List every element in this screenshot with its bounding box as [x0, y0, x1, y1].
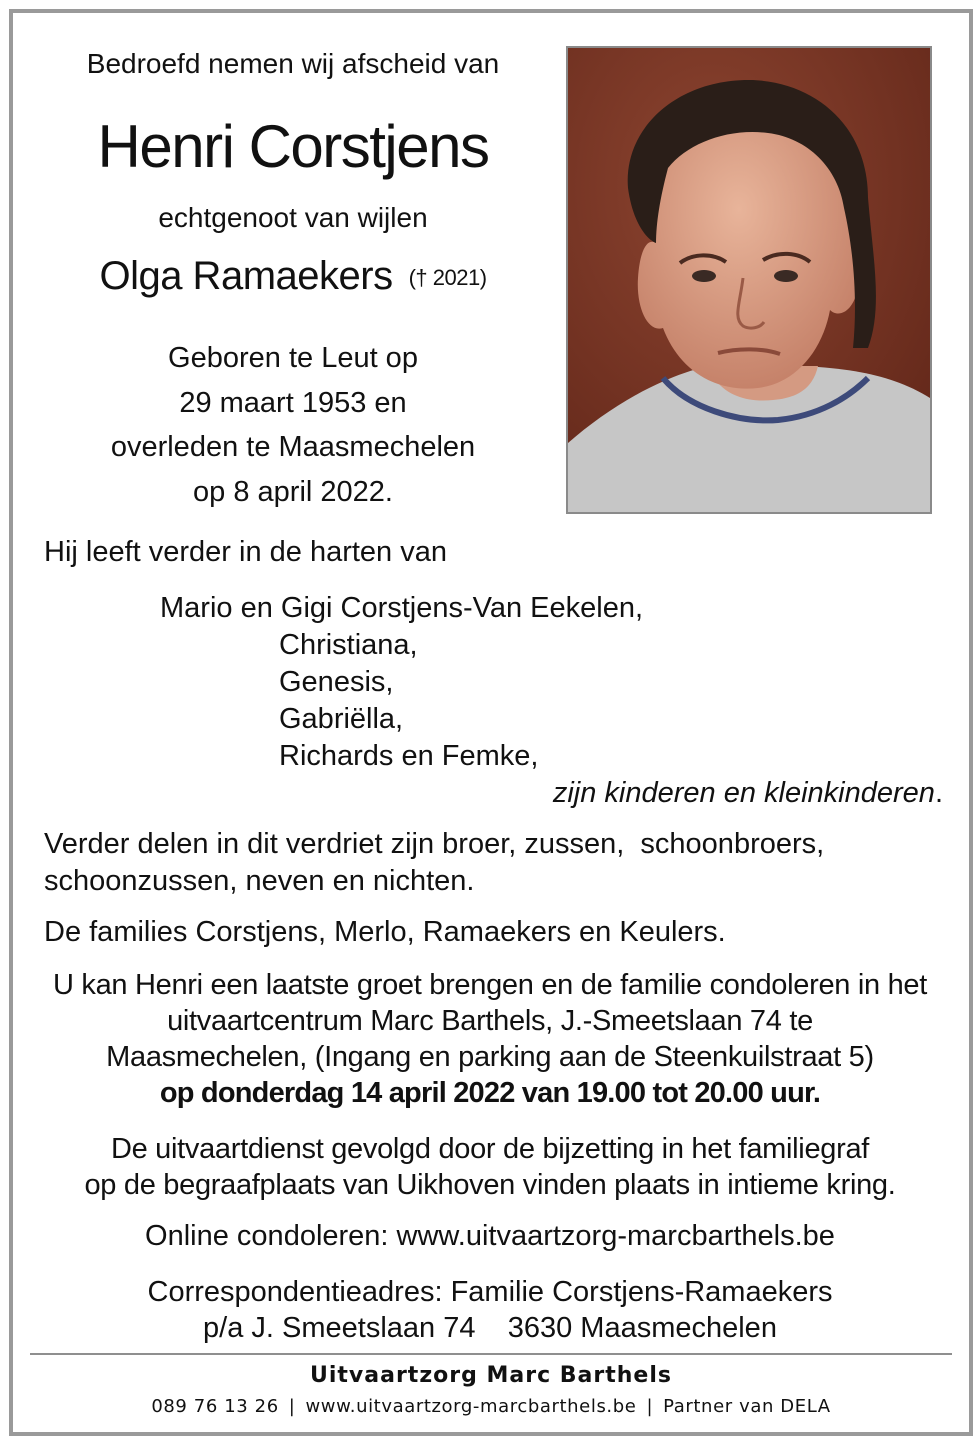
child-line: Mario en Gigi Corstjens-Van Eekelen,: [160, 592, 644, 624]
further-mourners: [44, 826, 937, 900]
correspondence-line-2: p/a J. Smeetslaan 74 3630 Maasmechelen: [203, 1312, 777, 1344]
birth-line-3: overleden te Maasmechelen: [110, 431, 476, 463]
deceased-name: Henri Corstjens: [97, 113, 489, 180]
spouse-line: [40, 254, 546, 299]
further-line-1: Verder delen in dit verdriet zijn broer, zussen, schoonbroers,: [44, 828, 825, 860]
relation-text: zijn kinderen en kleinkinderen: [552, 777, 935, 809]
correspondence-address: [40, 1274, 940, 1346]
further-line-2: schoonzussen, neven en nichten.: [44, 865, 475, 897]
portrait-photo: [566, 46, 932, 514]
footer-partner: Partner van DELA: [663, 1396, 831, 1417]
relation-period: .: [934, 777, 943, 809]
correspondence-line-1: Correspondentieadres: Familie Corstjens-Ramaekers: [147, 1276, 833, 1308]
footer-separator: |: [646, 1396, 654, 1417]
service-line-1: De uitvaartdienst gevolgd door de bijzetting in het familiegraf: [110, 1133, 870, 1165]
visit-datetime: op donderdag 14 april 2022 van 19.00 tot 20.00 uur.: [159, 1077, 821, 1109]
child-line: Genesis,: [279, 666, 394, 698]
visitation-info: [40, 967, 940, 1111]
funeral-home-name: Uitvaartzorg Marc Barthels: [310, 1363, 672, 1388]
funeral-service-info: [40, 1131, 940, 1203]
portrait-illustration: [568, 48, 930, 512]
spouse-death-year: († 2021): [408, 265, 487, 291]
online-condolences: Online condoleren: www.uitvaartzorg-marcbarthels.be: [145, 1220, 835, 1252]
lives-on-intro: Hij leeft verder in de harten van: [44, 536, 447, 568]
children-list: [44, 590, 944, 812]
visit-line-1: U kan Henri een laatste groet brengen en de familie condoleren in het: [52, 969, 928, 1001]
relation-line: [44, 775, 944, 812]
visit-line-2: uitvaartcentrum Marc Barthels, J.-Smeetslaan 74 te: [167, 1005, 813, 1037]
visit-line-3: Maasmechelen, (Ingang en parking aan de Steenkuilstraat 5): [106, 1041, 874, 1073]
birth-line-2: 29 maart 1953 en: [179, 386, 407, 419]
footer-phone: 089 76 13 26: [151, 1396, 279, 1417]
footer-contact: [30, 1396, 952, 1417]
child-line: Gabriëlla,: [279, 703, 404, 735]
families-line: De families Corstjens, Merlo, Ramaekers en Keulers.: [44, 916, 726, 948]
spouse-intro: echtgenoot van wijlen: [158, 202, 428, 233]
child-line: Christiana,: [279, 629, 418, 661]
child-line: Richards en Femke,: [279, 740, 539, 772]
birth-line-1: Geboren te Leut op: [168, 342, 418, 374]
service-line-2: op de begraafplaats van Uikhoven vinden plaats in intieme kring.: [84, 1169, 896, 1201]
footer-website: www.uitvaartzorg-marcbarthels.be: [305, 1396, 637, 1417]
footer-separator: |: [288, 1396, 296, 1417]
footer-divider: [30, 1353, 952, 1355]
birth-line-4: op 8 april 2022.: [193, 475, 393, 508]
spouse-name: Olga Ramaekers: [99, 254, 393, 298]
intro-text: Bedroefd nemen wij afscheid van: [86, 48, 500, 79]
birth-death-details: [40, 336, 546, 514]
